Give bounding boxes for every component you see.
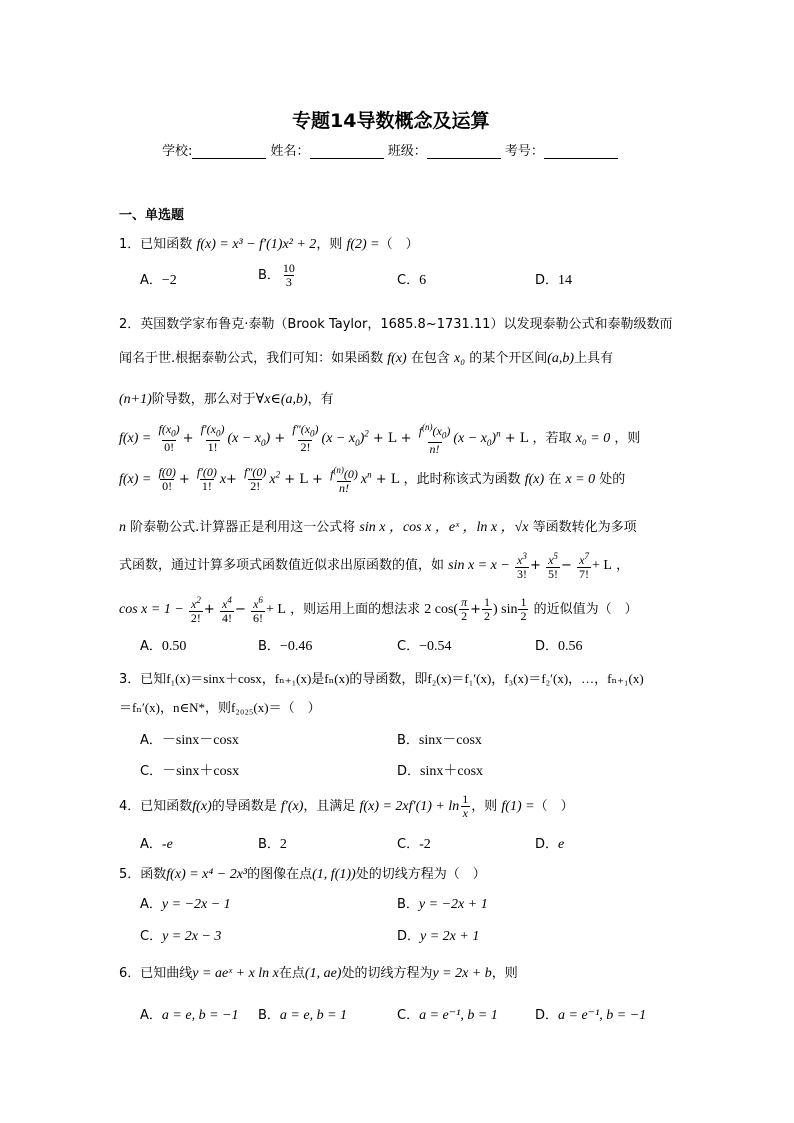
question-text: 已知f₁(x)＝sinx＋cosx，fₙ₊₁(x)是fₙ(x)的导函数，即f₂(x)＝f₁′(x)，f₃(x)＝f₂′(x)，…，fₙ₊₁(x) <box>140 671 644 686</box>
math-expression: f(2) = <box>346 237 380 252</box>
option-d[interactable]: D．a = e⁻¹, b = −1 <box>535 1008 647 1023</box>
school-label: 学校: <box>162 144 193 159</box>
option-a[interactable]: A．y = −2x − 1 <box>140 897 231 912</box>
option-b[interactable]: B．−0.46 <box>258 639 313 654</box>
question-number: 3． <box>119 672 141 687</box>
option-d[interactable]: D．y = 2x + 1 <box>397 929 480 944</box>
option-b[interactable]: B． $\frac{10}{3}$ <box>258 261 295 289</box>
question-text: ，则 <box>316 237 343 252</box>
question-3-line-2: ＝fₙ′(x)，n∈N*，则f₂₀₂₅(x)＝（ ） <box>119 700 321 715</box>
question-2-line-6: n 阶泰勒公式.计算器正是利用这一公式将 sin x ，cos x ，eˣ ，ln x ，√x 等函数转化为多项 <box>119 520 637 535</box>
question-number: 2． <box>119 317 141 332</box>
question-text: （ ） <box>379 237 419 252</box>
question-3 <box>119 668 644 687</box>
question-number: 4． <box>119 799 141 814</box>
option-d[interactable]: D．0.56 <box>535 639 583 654</box>
question-number: 6． <box>119 966 141 981</box>
name-label: 姓名： <box>270 144 310 159</box>
student-info-line <box>162 140 618 159</box>
option-b[interactable]: B．a = e, b = 1 <box>258 1008 348 1023</box>
page-title: 专题14导数概念及运算 <box>292 110 490 132</box>
class-label: 班级： <box>387 144 427 159</box>
option-b[interactable]: B．y = −2x + 1 <box>397 897 488 912</box>
question-5: 5．函数f(x) = x⁴ − 2x³的图像在点(1, f(1))处的切线方程为（ ） <box>119 867 486 882</box>
option-a[interactable]: A．a = e, b = −1 <box>140 1008 239 1023</box>
question-6: 6．已知曲线y = aeˣ + x ln x在点(1, ae)处的切线方程为y = 2x + b，则 <box>119 966 518 981</box>
option-c[interactable]: C．－sinx＋cosx <box>140 764 240 779</box>
school-blank[interactable] <box>192 144 266 159</box>
option-c[interactable]: C．6 <box>397 273 427 288</box>
math-expression: f(x) = x³ − f′(1)x² + 2 <box>196 237 317 252</box>
id-label: 考号： <box>504 144 544 159</box>
option-d[interactable]: D．14 <box>535 273 573 288</box>
option-b[interactable]: B．sinx－cosx <box>397 733 482 748</box>
option-a[interactable]: A．－sinx－cosx <box>140 733 239 748</box>
option-d[interactable]: D．e <box>535 837 565 852</box>
question-1 <box>119 233 419 253</box>
question-number: 5． <box>119 867 141 882</box>
option-c[interactable]: C．-2 <box>397 837 431 852</box>
name-blank[interactable] <box>310 144 384 159</box>
question-number: 1． <box>119 237 141 252</box>
option-c[interactable]: C．a = e⁻¹, b = 1 <box>397 1008 498 1023</box>
question-2-line-8: cos x = 1 − $\frac{x^2}{2!}$ + $\frac{x^4}{4!}$ − $\frac{x^6}{6!}$ + L ，则运用上面的想法求 2 cos( $\frac{\pi}{2}$ + $\frac{1}{2}$ ) sin $\frac{1}{2}$ 的近似值为（ ） <box>119 595 638 625</box>
question-text: 英国数学家布鲁克·泰勒（Brook Taylor，1685.8~1731.11）以发现泰勒公式和泰勒级数而 <box>140 317 673 332</box>
question-2-line-2: 闻名于世.根据泰勒公式，我们可知：如果函数 f(x) 在包含 x₀ 的某个开区间(a,b)上具有 <box>119 351 614 366</box>
option-a[interactable]: A．-e <box>140 837 173 852</box>
taylor-formula-at-zero: f(x) = $\frac{f(0)}{0!}$ + $\frac{f'(0)}{1!}$ x+ $\frac{f''(0)}{2!}$ $x^2 + L$ + $\frac{f^{(n)}(0)}{n!}$ $x^n + L$ ，此时称该式为函数 f(x) 在 x = 0 处的 <box>119 465 626 495</box>
section-heading: 一、单选题 <box>119 208 185 223</box>
class-blank[interactable] <box>427 144 501 159</box>
option-d[interactable]: D．sinx＋cosx <box>397 764 484 779</box>
question-2-line-3: (n+1)阶导数，那么对于∀x∈(a,b)，有 <box>119 392 334 407</box>
question-text: 已知函数 <box>140 237 193 252</box>
taylor-formula-general: f(x) = $\frac{f(x_0)}{0!}$ + $\frac{f'(x_0)}{1!}$ $(x - x_0)$ + $\frac{f''(x_0)}{2!}$ $(x - x_0)^2 + L$ + $\frac{f^{(n)}(x_0)}{n!}$ $(x - x_0)^n + L$ ，若取 x₀ = 0 ，则 <box>119 422 641 457</box>
question-2-line-7: 式函数，通过计算多项式函数值近似求出原函数的值，如 sin x = x − $\frac{x^3}{3!}$ + $\frac{x^5}{5!}$ − $\frac{x^7}{7!}$ + L ， <box>119 551 630 581</box>
option-b[interactable]: B．2 <box>258 837 287 852</box>
option-a[interactable]: A．−2 <box>140 273 177 288</box>
option-c[interactable]: C．y = 2x − 3 <box>140 929 222 944</box>
option-a[interactable]: A．0.50 <box>140 639 187 654</box>
option-c[interactable]: C．−0.54 <box>397 639 452 654</box>
id-blank[interactable] <box>544 144 618 159</box>
question-2 <box>119 313 672 332</box>
question-4: 4．已知函数f(x)的导函数是 f′(x)，且满足 f(x) = 2xf′(1) + ln $\frac{1}{x}$ ，则 f(1) =（ ） <box>119 792 574 820</box>
